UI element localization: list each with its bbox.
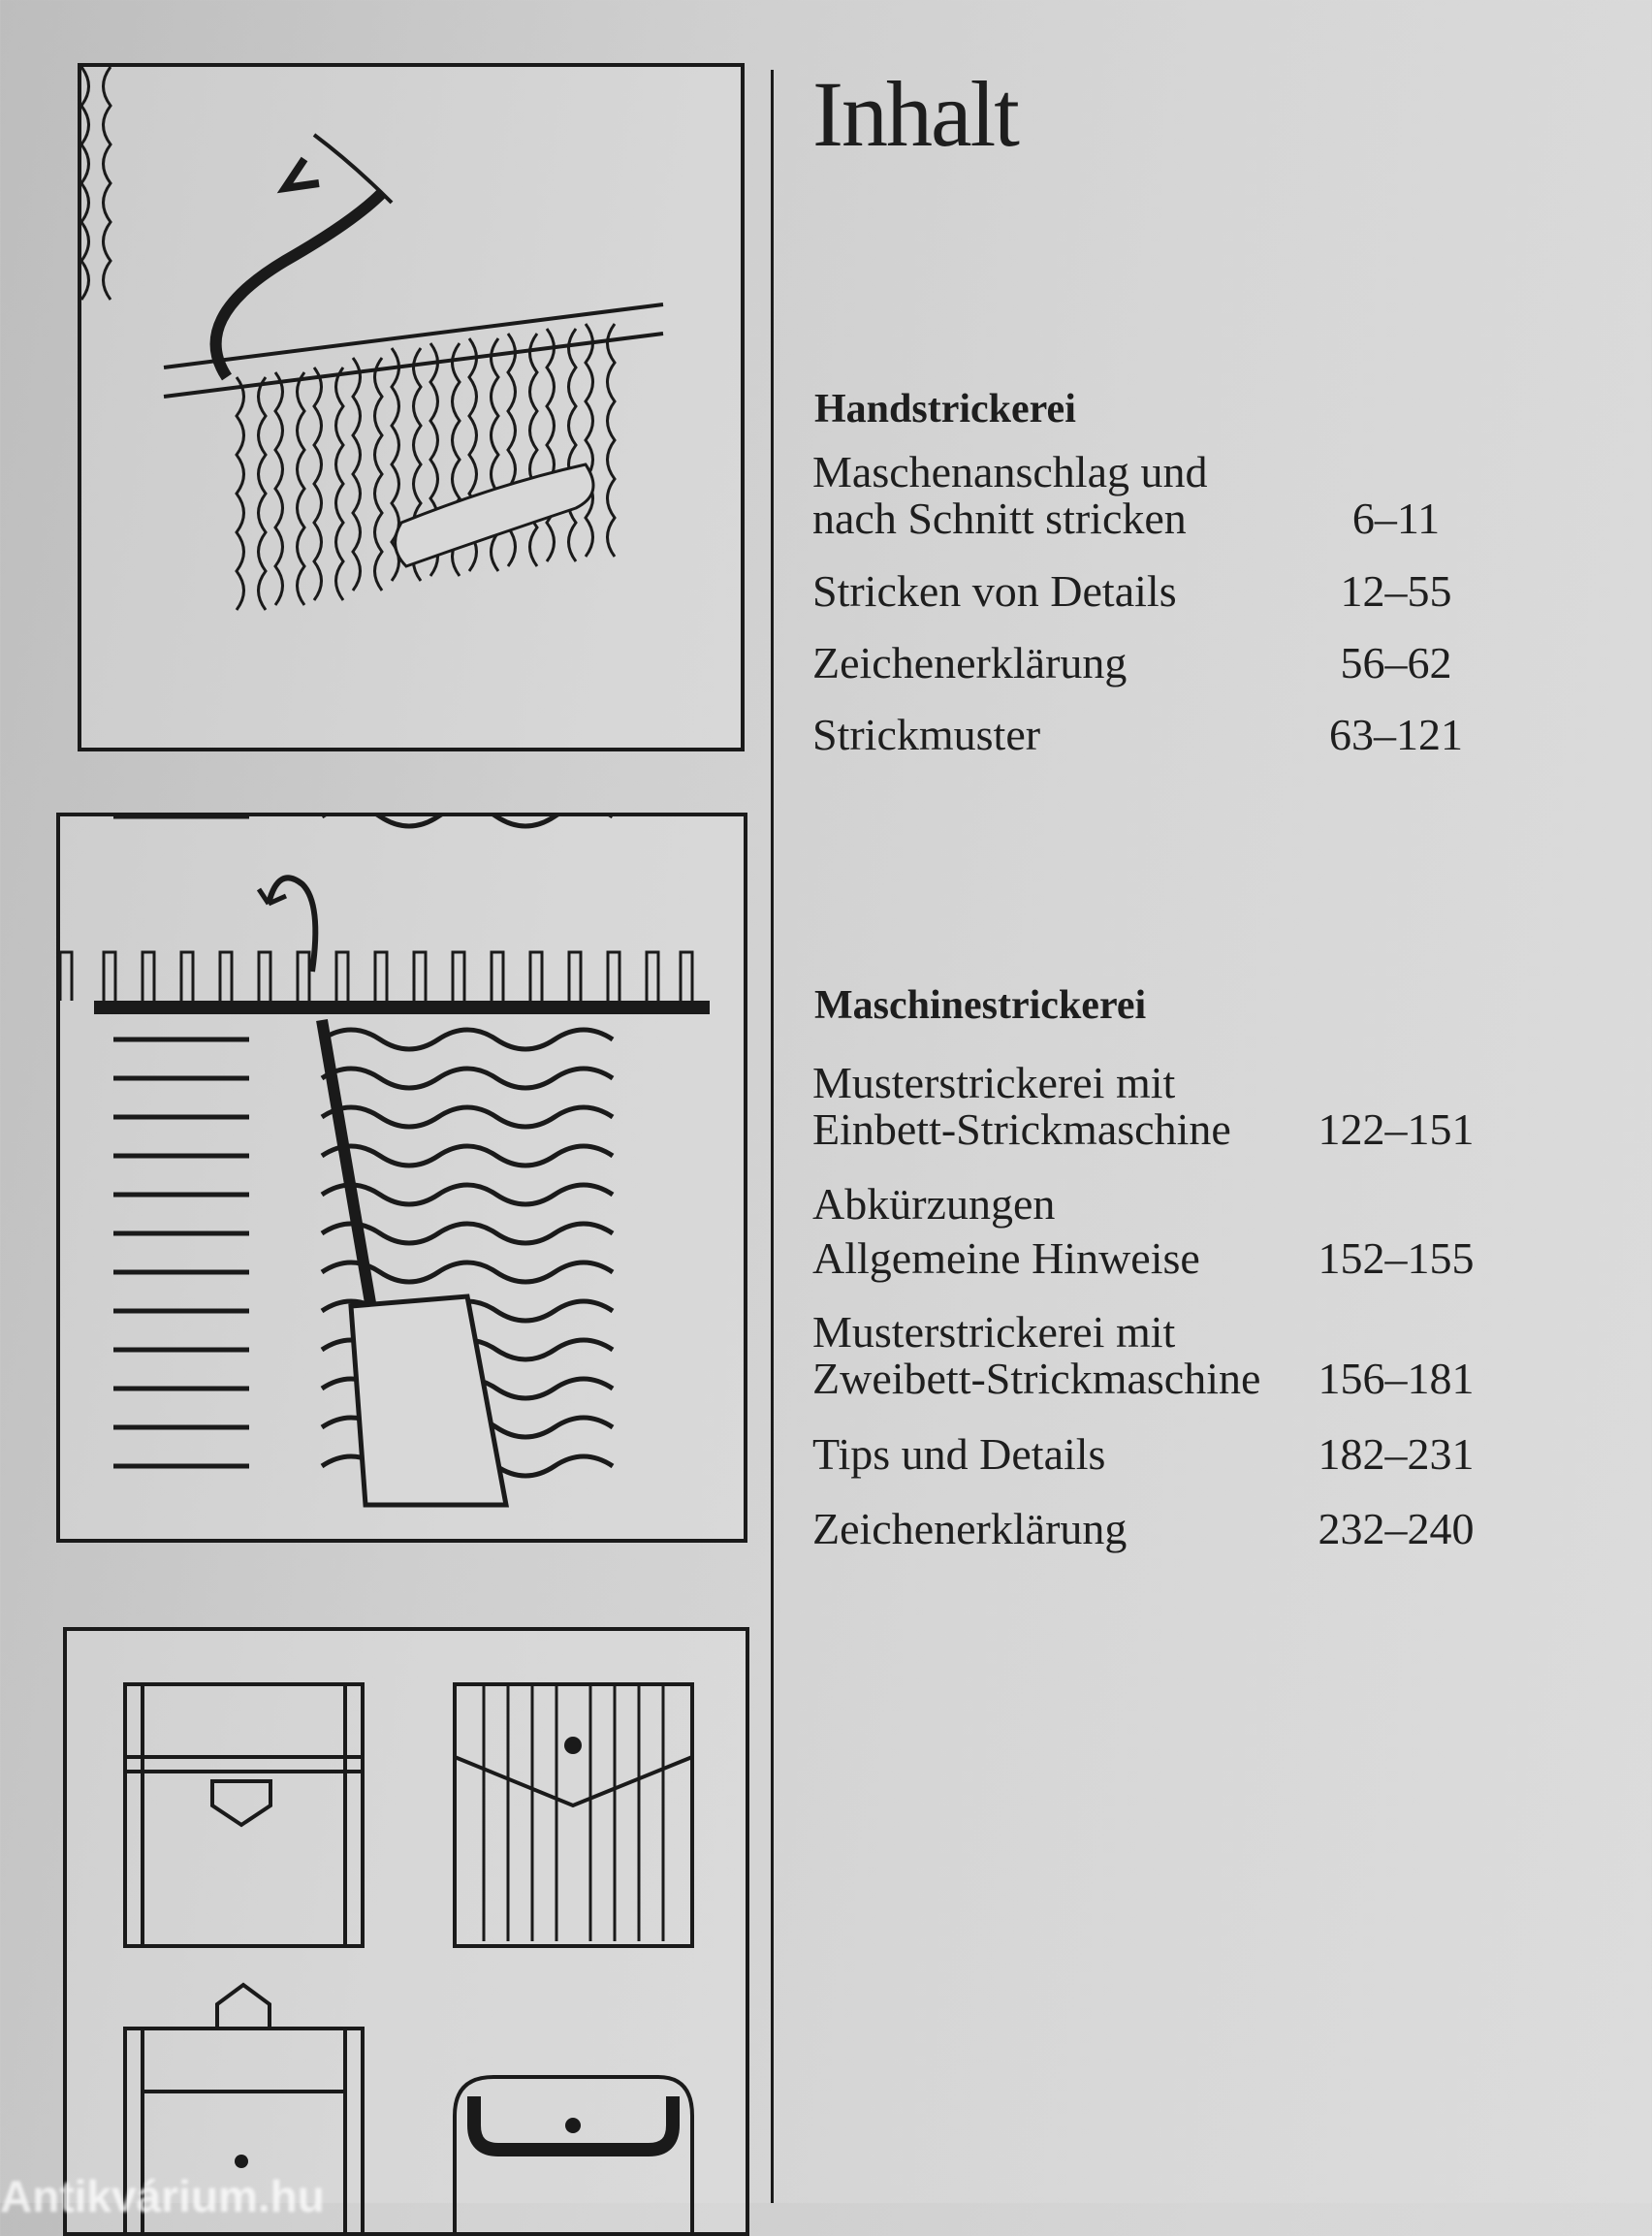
toc-page-range: 56–62 [1340, 638, 1452, 687]
toc-entry-line: Maschenanschlag und [812, 447, 1208, 496]
pocket-details-illustration [63, 1627, 749, 2236]
watermark: Antikvárium.hu [0, 2171, 325, 2221]
toc-entry-line: Musterstrickerei mit [812, 1058, 1176, 1107]
pocket-icon [67, 1631, 746, 2232]
toc-page-range: 122–151 [1318, 1104, 1475, 1154]
toc-entry[interactable] [812, 712, 1040, 758]
toc-entry[interactable] [812, 1060, 1231, 1153]
toc-entry-line: Strickmuster [812, 710, 1041, 759]
toc-page-range: 152–155 [1318, 1233, 1475, 1283]
toc-page-range: 232–240 [1318, 1504, 1475, 1553]
toc-entry-line: Musterstrickerei mit [812, 1307, 1176, 1357]
section-heading-handstrickerei: Handstrickerei [814, 387, 1076, 431]
toc-entry-line: Einbett-Strickmaschine [812, 1104, 1231, 1154]
section-heading-maschinestrickerei: Maschinestrickerei [814, 983, 1147, 1028]
toc-page-range: 156–181 [1318, 1354, 1475, 1403]
toc-entry[interactable] [812, 1309, 1260, 1402]
machine-knitting-illustration [56, 813, 747, 1543]
toc-entry-line: Zweibett-Strickmaschine [812, 1354, 1261, 1403]
toc-entry-line: Zeichenerklärung [812, 638, 1128, 687]
toc-page-range: 182–231 [1318, 1429, 1475, 1479]
latch-needle-icon [60, 816, 744, 1539]
toc-entry[interactable] [812, 1506, 1127, 1552]
toc-entry-line: Tips und Details [812, 1429, 1106, 1479]
toc-entry[interactable] [812, 568, 1177, 615]
toc-entry[interactable] [812, 1431, 1105, 1478]
toc-entry-line: Abkürzungen [812, 1179, 1056, 1229]
toc-entry[interactable] [812, 640, 1127, 687]
toc-page-range: 6–11 [1351, 494, 1441, 543]
toc-page-range: 63–121 [1329, 710, 1463, 759]
page-title: Inhalt [812, 62, 1018, 166]
toc-entry-line: Stricken von Details [812, 566, 1177, 616]
toc-entry-line: Zeichenerklärung [812, 1504, 1128, 1553]
toc-entry-line: nach Schnitt stricken [812, 494, 1187, 543]
hand-knitting-illustration [78, 63, 745, 751]
knitting-needle-icon [81, 67, 741, 748]
toc-page-range: 12–55 [1340, 566, 1452, 616]
toc-entry[interactable] [812, 449, 1208, 542]
toc-entry[interactable] [812, 1181, 1200, 1282]
column-divider [771, 70, 774, 2203]
toc-entry-line: Allgemeine Hinweise [812, 1233, 1200, 1283]
